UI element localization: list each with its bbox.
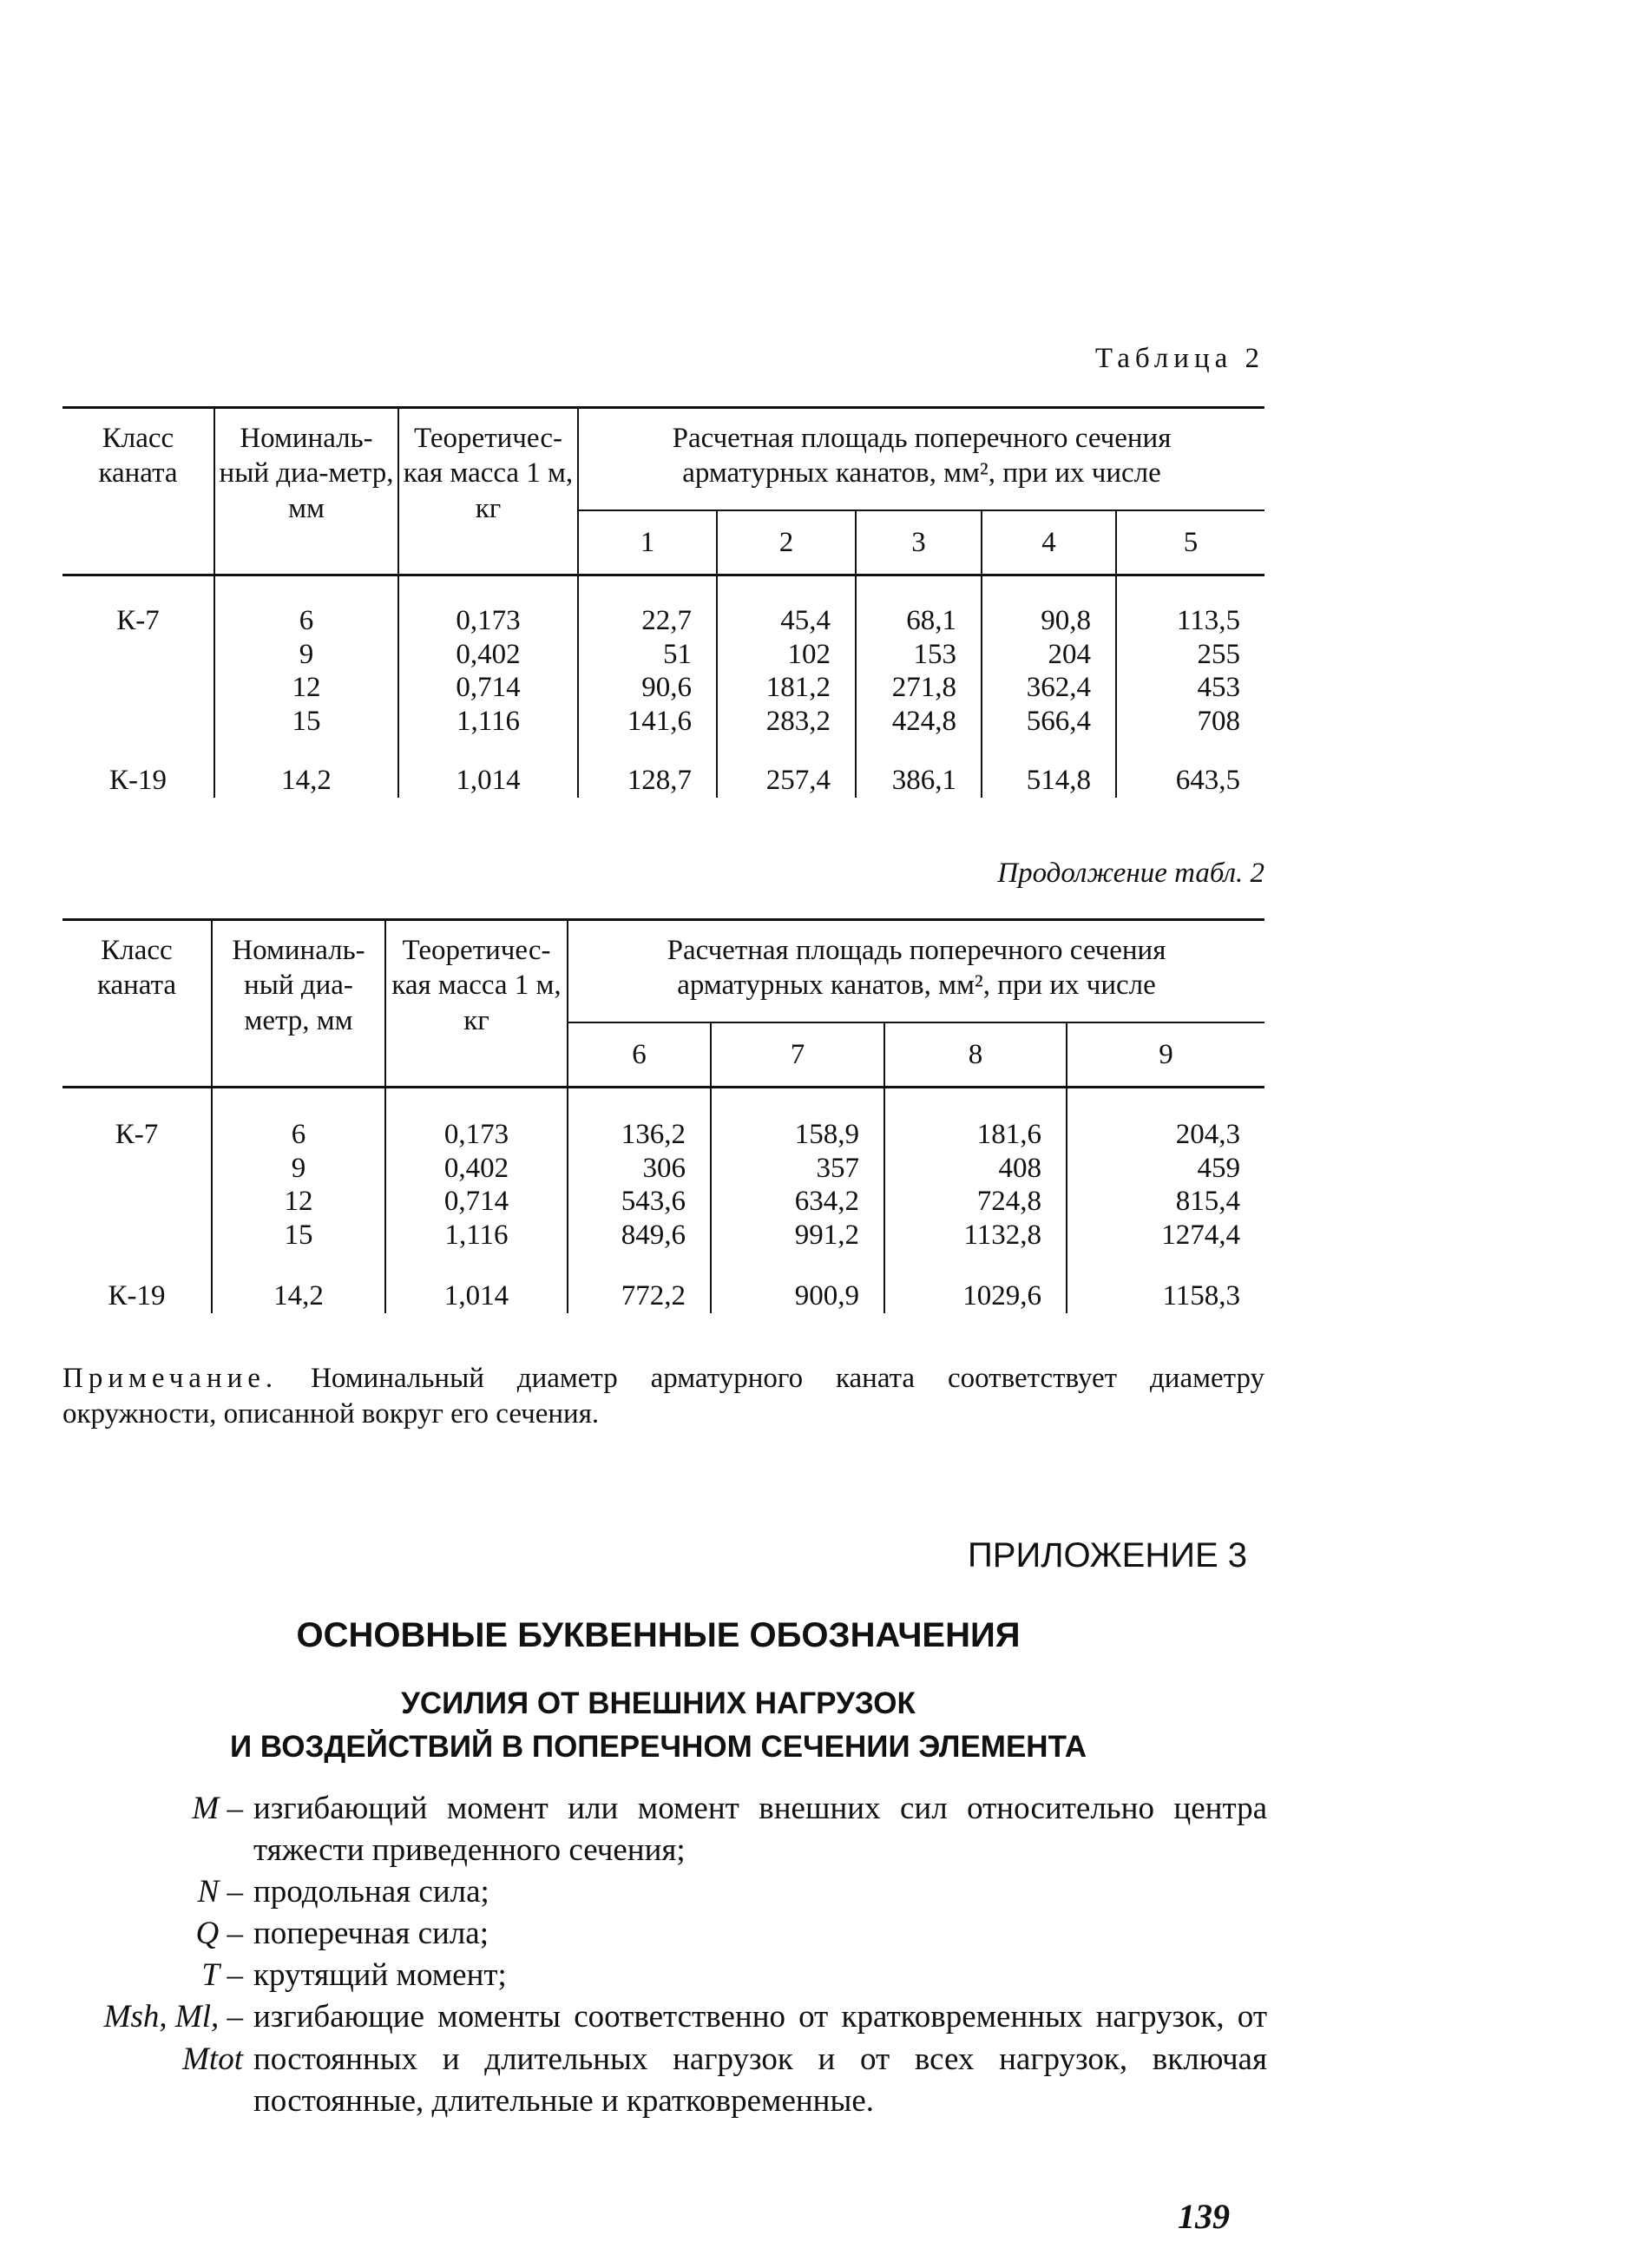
header-count: 4 (982, 510, 1116, 575)
header-class: Класс каната (62, 408, 214, 575)
page-number: 139 (1178, 2197, 1230, 2236)
definition-symbol: N – (197, 1874, 243, 1910)
table-row: 9 0,402 306 357 408 459 (62, 1152, 1264, 1186)
header-diameter: Номиналь-ный диа-метр, мм (214, 408, 398, 575)
definition-item (52, 1913, 1267, 1955)
header-count: 2 (717, 510, 856, 575)
definition-text: изгибающий момент или момент внешних сил относительно центра тяжести приведенного сечения; (253, 1791, 1267, 1869)
header-count: 3 (856, 510, 982, 575)
definition-item (52, 1996, 1267, 2121)
table-caption: Таблица 2 (1094, 343, 1264, 374)
table-row: К-7 6 0,173 22,7 45,4 68,1 90,8 113,5 (62, 575, 1264, 638)
continuation-caption: Продолжение табл. 2 (997, 858, 1264, 889)
table-row: 9 0,402 51 102 153 204 255 (62, 638, 1264, 672)
table-row: К-19 14,2 1,014 772,2 900,9 1029,6 1158,3 (62, 1252, 1264, 1313)
note-text: Номинальный диаметр арматурного каната соответствует диаметру окружности, описанной вокруг его сечения. (62, 1363, 1265, 1430)
table-row: 15 1,116 141,6 283,2 424,8 566,4 708 (62, 705, 1264, 739)
definitions-list (52, 1788, 1267, 2122)
subsection-title-line2: И ВОЗДЕЙСТВИЙ В ПОПЕРЕЧНОМ СЕЧЕНИИ ЭЛЕМЕНТА (229, 1730, 1087, 1764)
table-2 (62, 406, 1264, 798)
appendix-label: ПРИЛОЖЕНИЕ 3 (968, 1536, 1247, 1574)
header-count: 5 (1116, 510, 1264, 575)
header-count: 9 (1067, 1022, 1264, 1088)
definition-symbol: Msh, Ml, – Mtot (103, 1999, 243, 2077)
table-row: К-7 6 0,173 136,2 158,9 181,6 204,3 (62, 1088, 1264, 1152)
definition-text: изгибающие моменты соответственно от кратковременных нагрузок, от постоянных и длительных нагрузок и от всех нагрузок, включая постоянные, длительные и кратковременные. (253, 1999, 1267, 2119)
definition-item (52, 1788, 1267, 1871)
definition-symbol: Q – (195, 1916, 243, 1952)
definition-symbol: T – (201, 1957, 243, 1994)
definition-item (52, 1955, 1267, 1996)
definition-item (52, 1871, 1267, 1913)
table-row: 12 0,714 543,6 634,2 724,8 815,4 (62, 1185, 1264, 1219)
header-area: Расчетная площадь поперечного сечения арматурных канатов, мм², при их числе (568, 920, 1264, 1023)
header-count: 1 (578, 510, 717, 575)
header-mass: Теоретичес-кая масса 1 м, кг (398, 408, 578, 575)
header-area: Расчетная площадь поперечного сечения арматурных канатов, мм², при их числе (578, 408, 1264, 511)
table-row: 12 0,714 90,6 181,2 271,8 362,4 453 (62, 671, 1264, 705)
definition-symbol: M – (192, 1791, 243, 1826)
note-label: Примечание. (62, 1363, 279, 1394)
header-class: Класс каната (62, 920, 212, 1088)
header-diameter: Номиналь-ный диа-метр, мм (212, 920, 385, 1088)
header-count: 7 (711, 1022, 884, 1088)
table-2-continuation (62, 918, 1264, 1313)
definition-text: крутящий момент; (253, 1957, 507, 1994)
section-title: ОСНОВНЫЕ БУКВЕННЫЕ ОБОЗНАЧЕНИЯ (296, 1616, 1021, 1654)
table-row: К-19 14,2 1,014 128,7 257,4 386,1 514,8 643,5 (62, 738, 1264, 798)
subsection-title-line1: УСИЛИЯ ОТ ВНЕШНИХ НАГРУЗОК (401, 1686, 916, 1720)
definition-text: продольная сила; (253, 1874, 489, 1910)
header-count: 6 (568, 1022, 711, 1088)
header-mass: Теоретичес-кая масса 1 м, кг (385, 920, 568, 1088)
definition-text: поперечная сила; (253, 1916, 489, 1952)
table-row: 15 1,116 849,6 991,2 1132,8 1274,4 (62, 1219, 1264, 1252)
header-count: 8 (884, 1022, 1067, 1088)
table-note (62, 1361, 1264, 1433)
